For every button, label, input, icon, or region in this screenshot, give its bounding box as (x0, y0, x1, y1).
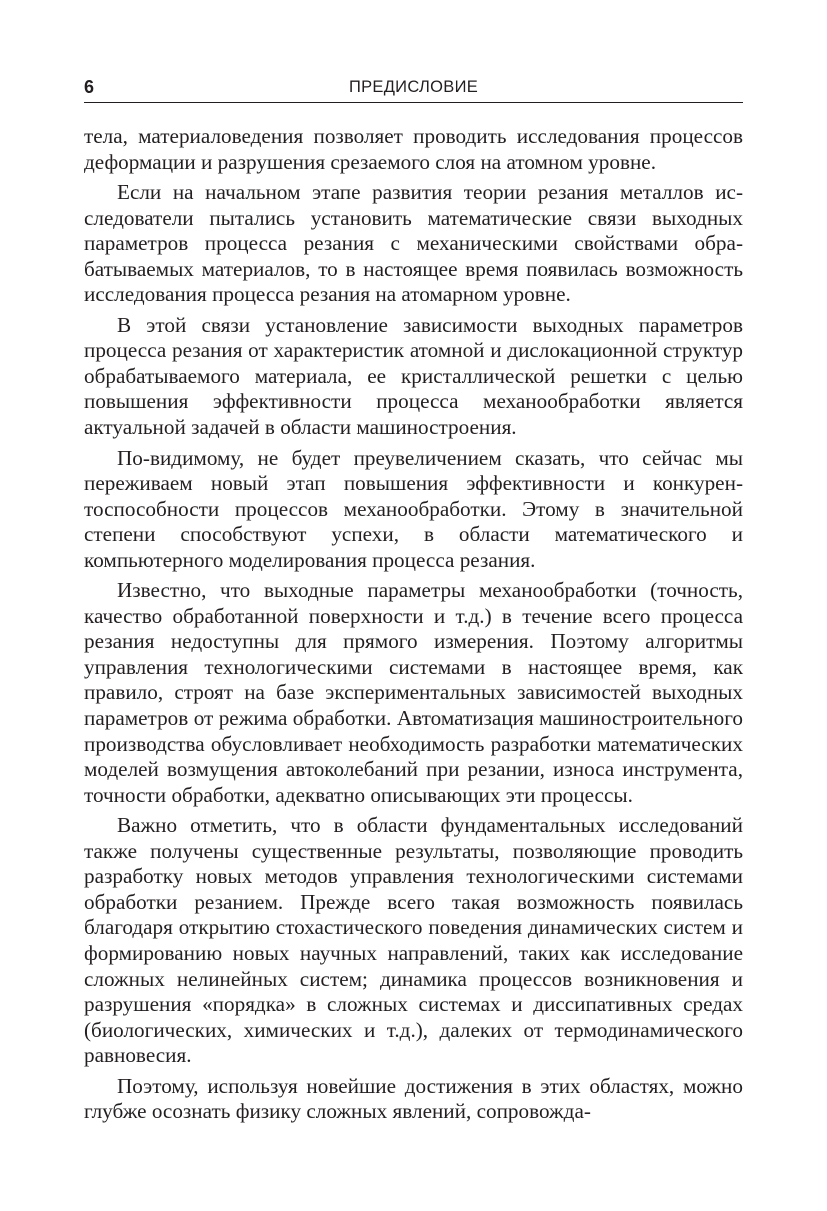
running-head (84, 74, 743, 103)
paragraph: Известно, что выходные параметры механообработки (точность, качество обработанной поверхности и т.д.) в течение всего процесса резания недоступны для прямого измерения. Поэтому алгоритмы управления технологическими системами в настоящее время, как правило, строят на базе экспериментальных зависимостей выходных параметров от режима обработки. Автоматизация машиностроительного производства обусловливает необходимость разработки математических моделей возмущения автоколебаний при резании, износа инструмента, точности обработки, адекватно описывающих эти процессы. (84, 578, 743, 807)
paragraph: Поэтому, используя новейшие достижения в этих областях, можно глубже осознать физику сложных явлений, сопровожда- (84, 1073, 743, 1124)
section-title: ПРЕДИСЛОВИЕ (348, 78, 479, 96)
paragraph: Если на начальном этапе развития теории резания металлов исследователи пытались установить математические связи выходных параметров процесса резания с механическими свойствами обрабатываемых материалов, то в настоящее время появилась возможность исследования процесса резания на атомарном уровне. (84, 180, 743, 307)
paragraph: В этой связи установление зависимости выходных параметров процесса резания от характеристик атомной и дислокационной структур обрабатываемого материала, ее кристаллической решетки с целью повышения эффективности процесса механообработки является актуальной задачей в области машиностроения. (84, 312, 743, 440)
paragraph-continued: тела, материаловедения позволяет проводить исследования процессов деформации и разрушения срезаемого слоя на атомном уровне. (84, 124, 743, 174)
body-text (84, 124, 743, 1130)
page-number: 6 (84, 77, 95, 97)
paragraph: Важно отметить, что в области фундаментальных исследований также получены существенные результаты, позволяющие проводить разработку новых методов управления технологическими системами обработки резанием. Прежде всего такая возможность появилась благодаря открытию стохастического поведения динамических систем и формированию новых научных направлений, таких как исследование сложных нелинейных систем; динамика процессов возникновения и разрушения «порядка» в сложных системах и диссипативных средах (биологических, химических и т.д.), далеких от термодинамического равновесия. (84, 813, 743, 1068)
paragraph: По-видимому, не будет преувеличением сказать, что сейчас мы переживаем новый этап повышения эффективности и конкурентоспособности процессов механообработки. Этому в значительной степени способствуют успехи, в области математического и компьютерного моделирования процесса резания. (84, 445, 743, 572)
